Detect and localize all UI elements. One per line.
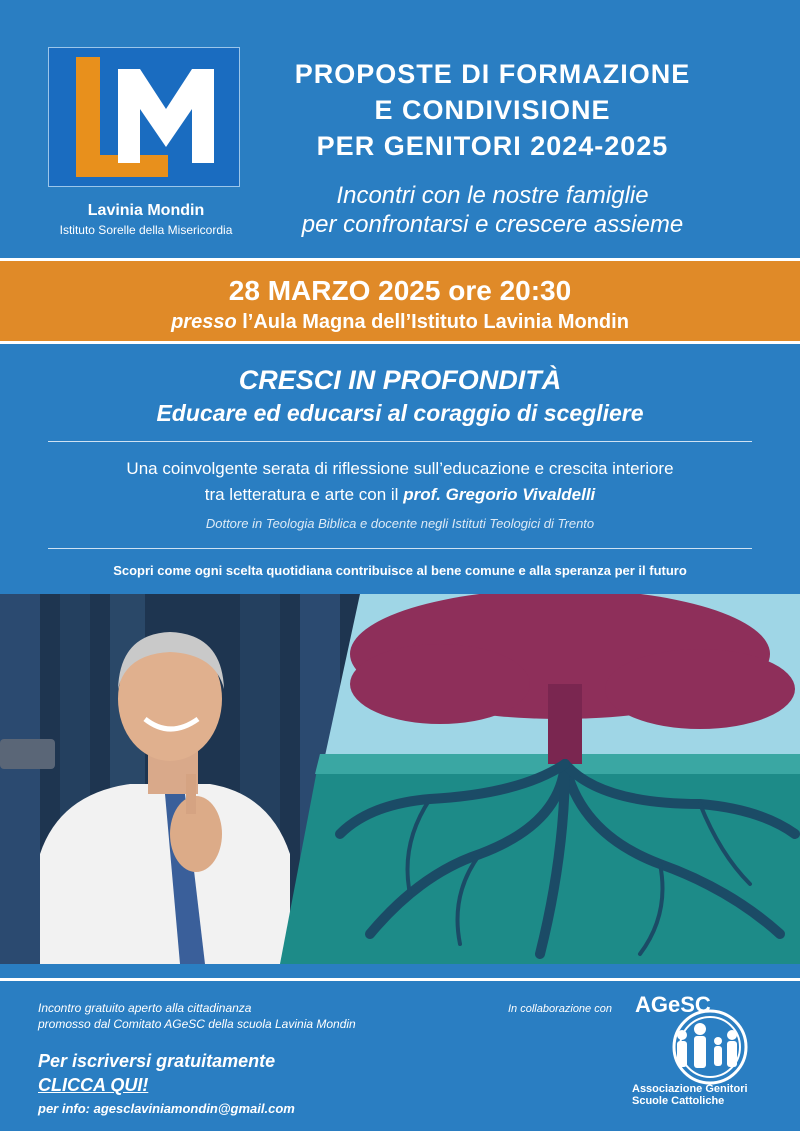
description-line bbox=[40, 482, 760, 508]
main-title-line: PROPOSTE DI FORMAZIONE bbox=[294, 59, 691, 89]
subtitle-line: per confrontarsi e crescere assieme bbox=[301, 211, 684, 238]
register-link[interactable]: CLICCA QUI! bbox=[38, 1075, 149, 1095]
registration-block bbox=[38, 1049, 458, 1097]
agesc-family-logo bbox=[652, 1005, 752, 1087]
agesc-name: AGeSC bbox=[635, 992, 711, 1017]
description-prefix: tra letteratura e arte con il bbox=[204, 485, 399, 504]
main-title-line: PER GENITORI 2024-2025 bbox=[316, 131, 669, 161]
divider bbox=[48, 441, 752, 442]
description-line: Una coinvolgente serata di riflessione sull’educazione e crescita interiore bbox=[126, 459, 674, 478]
lavinia-mondin-logo bbox=[48, 47, 240, 187]
footer-divider bbox=[0, 978, 800, 981]
header-section bbox=[0, 0, 800, 258]
agesc-full-line: Associazione Genitori bbox=[632, 1083, 748, 1095]
event-title: CRESCI IN PROFONDITÀ bbox=[238, 365, 562, 395]
subtitle-line: Incontri con le nostre famiglie bbox=[336, 182, 649, 209]
venue-prefix: presso bbox=[171, 311, 237, 333]
event-subtitle: Educare ed educarsi al coraggio di scegliere bbox=[156, 400, 644, 426]
date-band bbox=[0, 258, 800, 344]
tree-roots-illustration bbox=[280, 594, 800, 964]
free-note-line: Incontro gratuito aperto alla cittadinanza bbox=[38, 1001, 252, 1015]
event-date: 28 MARZO 2025 ore 20:30 bbox=[228, 275, 572, 306]
header-subtitle bbox=[255, 181, 730, 239]
logo-subtitle: Istituto Sorelle della Misericordia bbox=[59, 223, 233, 237]
register-label: Per iscriversi gratuitamente bbox=[38, 1051, 276, 1071]
speaker-name: prof. Gregorio Vivaldelli bbox=[403, 485, 596, 504]
event-venue bbox=[0, 311, 800, 334]
event-tagline: Scopri come ogni scelta quotidiana contribuisce al bene comune e alla speranza per il futuro bbox=[113, 563, 687, 578]
divider bbox=[48, 548, 752, 549]
contact-info: per info: agesclaviniamondin@gmail.com bbox=[38, 1101, 295, 1116]
free-event-note bbox=[38, 1000, 458, 1032]
main-title-line: E CONDIVISIONE bbox=[374, 95, 611, 125]
agesc-full-name bbox=[632, 1083, 762, 1107]
agesc-full-line: Scuole Cattoliche bbox=[632, 1095, 725, 1107]
speaker-credentials: Dottore in Teologia Biblica e docente negli Istituti Teologici di Trento bbox=[205, 516, 595, 531]
venue-name: l’Aula Magna dell’Istituto Lavinia Mondin bbox=[242, 311, 629, 333]
main-title bbox=[255, 56, 730, 164]
event-description bbox=[40, 456, 760, 508]
free-note-line: promosso dal Comitato AGeSC della scuola Lavinia Mondin bbox=[38, 1017, 356, 1031]
logo-name: Lavinia Mondin bbox=[87, 202, 205, 219]
collaboration-label: In collaborazione con bbox=[508, 1003, 612, 1015]
